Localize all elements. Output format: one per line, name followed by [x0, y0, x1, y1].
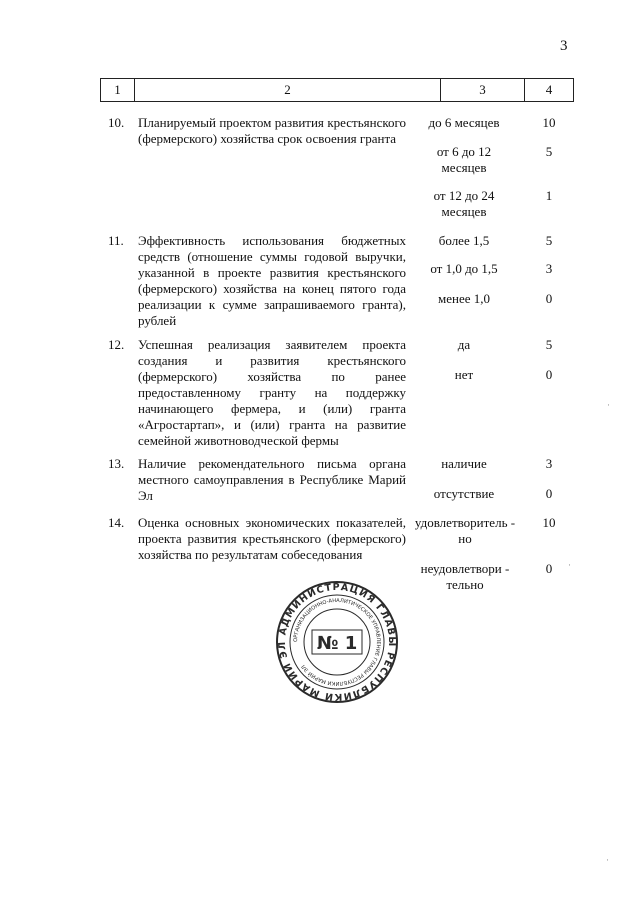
- seal-outer-text: АДМИНИСТРАЦИЯ ГЛАВЫ РЕСПУБЛИКИ МАРИЙ ЭЛ: [276, 581, 398, 703]
- option-value: от 6 до 12 месяцев: [436, 144, 492, 175]
- seal-inner-text: ОРГАНИЗАЦИОННО-АНАЛИТИЧЕСКОЕ УПРАВЛЕНИЕ ГЛАВЫ РЕСПУБЛИКИ МАРИЙ ЭЛ: [292, 597, 382, 687]
- scan-mark: ·: [606, 855, 609, 865]
- option-score: 0: [545, 367, 553, 382]
- option-value: от 12 до 24 месяцев: [433, 188, 495, 219]
- table-row: [100, 337, 572, 447]
- option-value: более 1,5: [438, 233, 490, 248]
- option-score: 5: [545, 233, 553, 248]
- option-score: 3: [545, 261, 553, 276]
- option-score: 5: [545, 337, 553, 352]
- row-number: 14.: [108, 515, 125, 530]
- scan-mark: ·: [568, 560, 571, 570]
- header-col-3: 3: [441, 79, 525, 101]
- option-value: наличие: [441, 456, 487, 471]
- option-value: удовлетворитель - но: [414, 515, 516, 546]
- criterion-text: Успешная реализация заявителем проекта создания и развития крестьянского (фермерского) хозяйства по ранее предоставленному гранту на поддержку начинающего фермера, и (или) гранта «Агростартап», и (или) гранта на развитие семейной животноводческой фермы: [138, 337, 406, 448]
- option-value: отсутствие: [433, 486, 495, 501]
- header-col-2: 2: [135, 79, 441, 101]
- option-value: до 6 месяцев: [428, 115, 500, 130]
- option-value: менее 1,0: [438, 291, 490, 306]
- option-score: 5: [545, 144, 553, 159]
- official-seal: [272, 580, 402, 705]
- option-value: от 1,0 до 1,5: [430, 261, 498, 276]
- table-row: [100, 115, 572, 225]
- seal-number: № 1: [316, 633, 358, 654]
- header-col-4: 4: [545, 82, 553, 97]
- row-number: 10.: [108, 115, 125, 130]
- page-number: 3: [560, 38, 568, 54]
- scan-mark: ·: [607, 400, 610, 410]
- row-number: 11.: [108, 233, 124, 248]
- option-value: неудовлетвори - тельно: [420, 561, 510, 592]
- option-value: да: [457, 337, 471, 352]
- option-score: 0: [545, 486, 553, 501]
- row-number: 12.: [108, 337, 125, 352]
- header-col-1: 1: [101, 79, 135, 101]
- table-row: [100, 456, 572, 506]
- option-value: нет: [454, 367, 474, 382]
- row-number: 13.: [108, 456, 125, 471]
- criterion-text: Планируемый проектом развития крестьянского (фермерского) хозяйства срок освоения гранта: [138, 115, 406, 146]
- option-score: 1: [545, 188, 553, 203]
- criterion-text: Эффективность использования бюджетных средств (отношение суммы годовой выручки, указанной в проекте развития крестьянского (фермерского) хозяйства на конец пятого года реализации к сумме запрашиваемого гранта), рублей: [138, 233, 406, 328]
- option-score: 10: [542, 515, 556, 530]
- option-score: 3: [545, 456, 553, 471]
- table-header-row: [100, 78, 574, 102]
- option-score: 0: [545, 561, 553, 576]
- criterion-text: Наличие рекомендательного письма органа местного самоуправления в Республике Марий Эл: [138, 456, 406, 503]
- criterion-text: Оценка основных экономических показателей, проекта развития крестьянского (фермерского) хозяйства по результатам собеседования: [138, 515, 406, 562]
- option-score: 10: [542, 115, 556, 130]
- option-score: 0: [545, 291, 553, 306]
- table-row: [100, 233, 572, 329]
